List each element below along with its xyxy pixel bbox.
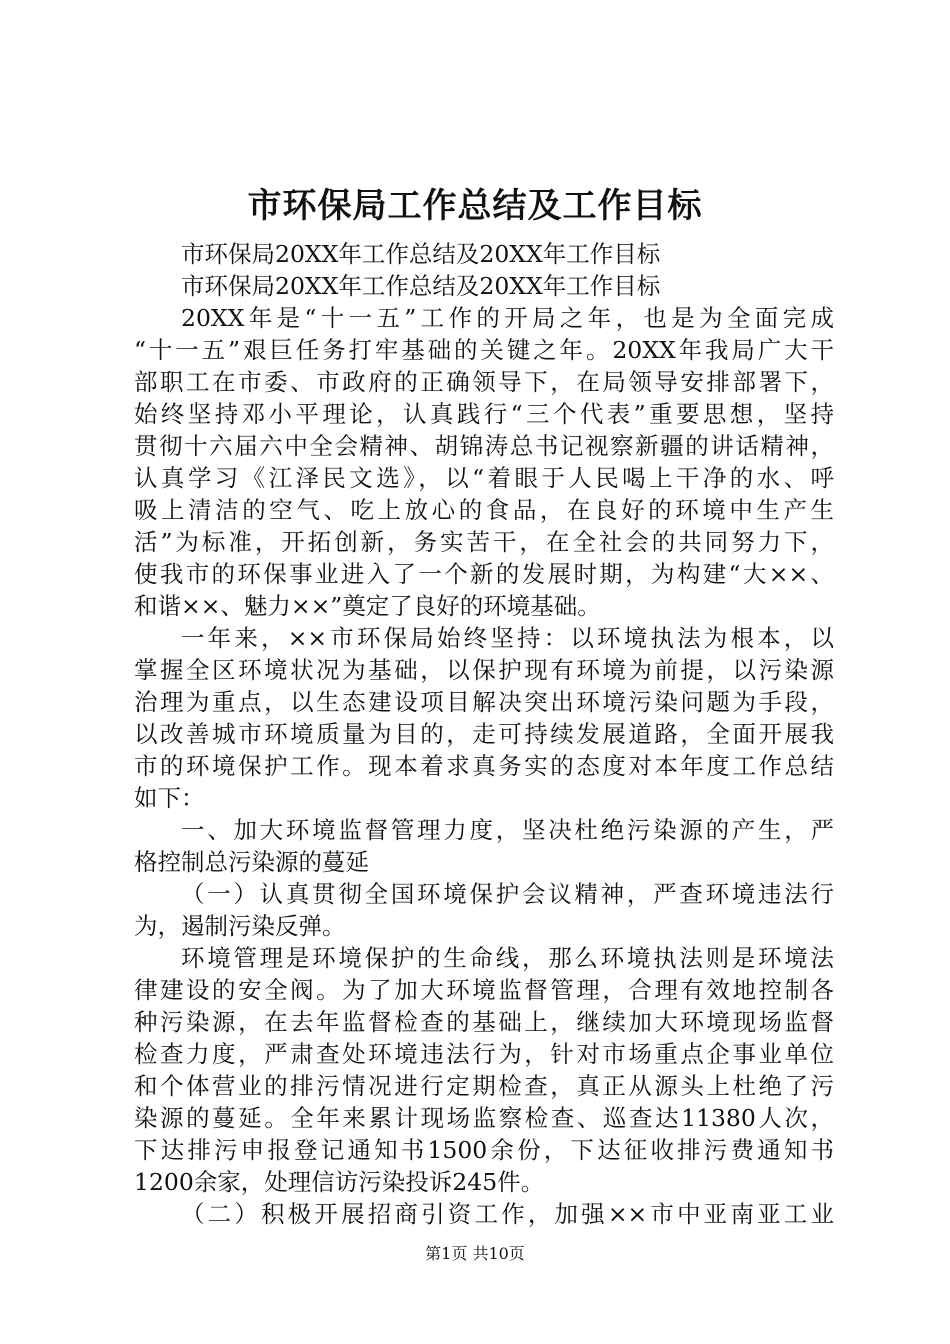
text-line: 格控制总污染源的蔓延 [134,848,369,876]
text-line: 使我市的环保事业进入了一个新的发展时期，为构建“大××、 [134,560,834,588]
text-line: 贯彻十六届六中全会精神、胡锦涛总书记视察新疆的讲话精神， [134,432,834,460]
text-line: 活”为标准，开拓创新，务实苦干，在全社会的共同努力下， [134,528,834,556]
text-line: 20XX年是“十一五”工作的开局之年，也是为全面完成 [181,304,834,332]
text-line: 和谐××、魅力××”奠定了良好的环境基础。 [134,592,601,620]
text-line: 部职工在市委、市政府的正确领导下，在局领导安排部署下， [134,368,834,396]
text-line: 市的环境保护工作。现本着求真务实的态度对本年度工作总结 [134,752,834,780]
text-line: （一）认真贯彻全国环境保护会议精神，严查环境违法行 [181,880,834,908]
text-line: 市环保局20XX年工作总结及20XX年工作目标 [181,272,661,300]
page-footer: 第1页 共10页 [425,1244,525,1263]
text-line: 认真学习《江泽民文选》，以“着眼于人民喝上干净的水、呼 [134,464,834,492]
text-line: 以改善城市环境质量为目的，走可持续发展道路，全面开展我 [134,720,834,748]
text-line: 一年来，××市环保局始终坚持：以环境执法为根本，以 [181,624,834,652]
text-line: 市环保局20XX年工作总结及20XX年工作目标 [181,240,661,268]
text-line: 治理为重点，以生态建设项目解决突出环境污染问题为手段， [134,688,834,716]
document-title: 市环保局工作总结及工作目标 [247,186,703,226]
text-line: 1200余家，处理信访污染投诉245件。 [134,1168,545,1196]
text-line: 下达排污申报登记通知书1500余份，下达征收排污费通知书 [134,1136,834,1164]
text-line: 一、加大环境监督管理力度，坚决杜绝污染源的产生，严 [181,816,834,844]
text-line: 如下： [134,784,205,812]
text-line: 和个体营业的排污情况进行定期检查，真正从源头上杜绝了污 [134,1072,834,1100]
text-line: 环境管理是环境保护的生命线，那么环境执法则是环境法 [181,944,834,972]
text-line: 吸上清洁的空气、吃上放心的食品，在良好的环境中生产生 [134,496,834,524]
text-line: 掌握全区环境状况为基础，以保护现有环境为前提，以污染源 [134,656,834,684]
text-line: 始终坚持邓小平理论，认真践行“三个代表”重要思想，坚持 [134,400,834,428]
text-line: 为，遏制污染反弹。 [134,912,346,940]
text-line: 染源的蔓延。全年来累计现场监察检查、巡查达11380人次， [134,1104,834,1132]
text-line: （二）积极开展招商引资工作，加强××市中亚南亚工业 [181,1200,834,1228]
text-line: “十一五”艰巨任务打牢基础的关键之年。20XX年我局广大干 [134,336,834,364]
text-line: 种污染源，在去年监督检查的基础上，继续加大环境现场监督 [134,1008,834,1036]
document-body [134,238,834,1230]
text-line: 检查力度，严肃查处环境违法行为，针对市场重点企事业单位 [134,1040,834,1068]
text-line: 律建设的安全阀。为了加大环境监督管理，合理有效地控制各 [134,976,834,1004]
